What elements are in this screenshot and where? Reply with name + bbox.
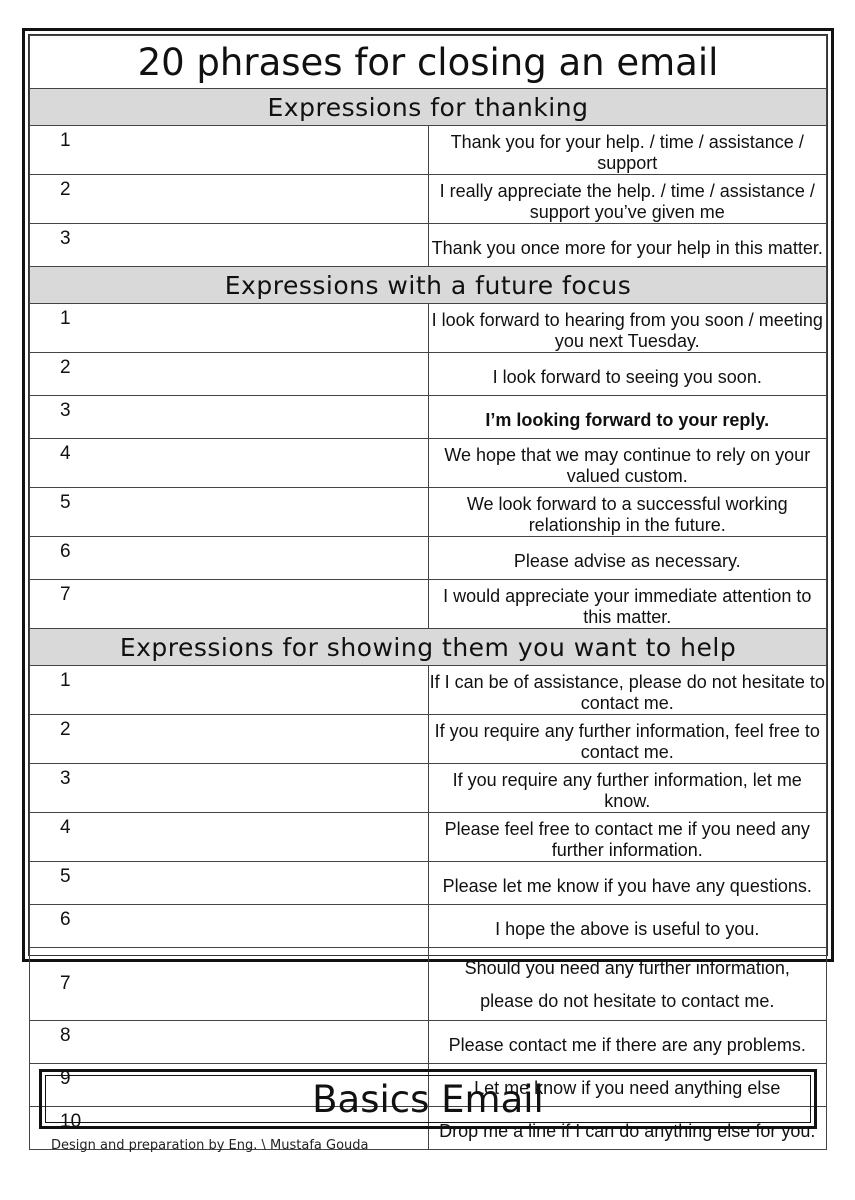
footer-banner-box bbox=[39, 1069, 817, 1129]
phrase-text: I look forward to hearing from you soon / meeting you next Tuesday. bbox=[428, 304, 827, 353]
table-row bbox=[30, 488, 827, 537]
phrase-text: Please contact me if there are any problems. bbox=[428, 1021, 827, 1064]
row-number: 3 bbox=[30, 396, 429, 439]
phrase-text: I really appreciate the help. / time / assistance / support you’ve given me bbox=[428, 175, 827, 224]
table-row bbox=[30, 862, 827, 905]
table-row bbox=[30, 439, 827, 488]
row-number: 10 bbox=[30, 1107, 429, 1150]
phrase-text: If you require any further information, let me know. bbox=[428, 764, 827, 813]
phrases-table bbox=[29, 35, 827, 1150]
section-heading-thanking: Expressions for thanking bbox=[30, 89, 827, 126]
row-number: 5 bbox=[30, 488, 429, 537]
row-number: 2 bbox=[30, 175, 429, 224]
phrase-text: I would appreciate your immediate attention to this matter. bbox=[428, 580, 827, 629]
phrase-text: Please advise as necessary. bbox=[428, 537, 827, 580]
table-row bbox=[30, 715, 827, 764]
row-number: 2 bbox=[30, 353, 429, 396]
phrase-text: Thank you once more for your help in this matter. bbox=[428, 224, 827, 267]
phrase-text: I look forward to seeing you soon. bbox=[428, 353, 827, 396]
table-row bbox=[30, 813, 827, 862]
row-number: 2 bbox=[30, 715, 429, 764]
table-row bbox=[30, 666, 827, 715]
row-number: 6 bbox=[30, 905, 429, 948]
section-heading-future-focus: Expressions with a future focus bbox=[30, 267, 827, 304]
phrase-text: Drop me a line if I can do anything else for you. bbox=[428, 1107, 827, 1150]
table-row bbox=[30, 948, 827, 1021]
row-number: 4 bbox=[30, 813, 429, 862]
row-number: 7 bbox=[30, 580, 429, 629]
row-number: 6 bbox=[30, 537, 429, 580]
section-header-row bbox=[30, 89, 827, 126]
phrase-text: Thank you for your help. / time / assistance / support bbox=[428, 126, 827, 175]
phrase-text: Should you need any further information, please do not hesitate to contact me. bbox=[428, 948, 827, 1021]
table-row bbox=[30, 353, 827, 396]
table-row bbox=[30, 537, 827, 580]
page-title: 20 phrases for closing an email bbox=[30, 36, 827, 89]
section-header-row bbox=[30, 629, 827, 666]
phrase-text: I hope the above is useful to you. bbox=[428, 905, 827, 948]
phrase-text: We look forward to a successful working relationship in the future. bbox=[428, 488, 827, 537]
table-row bbox=[30, 126, 827, 175]
table-row bbox=[30, 304, 827, 353]
phrase-text: Please let me know if you have any questions. bbox=[428, 862, 827, 905]
row-number: 7 bbox=[30, 948, 429, 1021]
phrase-text: We hope that we may continue to rely on your valued custom. bbox=[428, 439, 827, 488]
credit-line: Design and preparation by Eng. \ Mustafa Gouda bbox=[51, 1138, 369, 1153]
phrase-text: Let me know if you need anything else bbox=[428, 1064, 827, 1107]
row-number: 1 bbox=[30, 666, 429, 715]
phrase-text: If you require any further information, feel free to contact me. bbox=[428, 715, 827, 764]
row-number: 5 bbox=[30, 862, 429, 905]
row-number: 1 bbox=[30, 126, 429, 175]
table-row bbox=[30, 905, 827, 948]
table-row bbox=[30, 396, 827, 439]
footer-banner: Basics Email bbox=[45, 1075, 811, 1123]
row-number: 4 bbox=[30, 439, 429, 488]
row-number: 3 bbox=[30, 224, 429, 267]
phrase-text: Please feel free to contact me if you need any further information. bbox=[428, 813, 827, 862]
title-row bbox=[30, 36, 827, 89]
section-heading-want-to-help: Expressions for showing them you want to help bbox=[30, 629, 827, 666]
table-row bbox=[30, 580, 827, 629]
row-number: 1 bbox=[30, 304, 429, 353]
row-number: 9 bbox=[30, 1064, 429, 1107]
row-number: 8 bbox=[30, 1021, 429, 1064]
table-row bbox=[30, 224, 827, 267]
table-row bbox=[30, 1021, 827, 1064]
phrase-text: If I can be of assistance, please do not hesitate to contact me. bbox=[428, 666, 827, 715]
table-row bbox=[30, 175, 827, 224]
section-header-row bbox=[30, 267, 827, 304]
row-number: 3 bbox=[30, 764, 429, 813]
phrase-text: I’m looking forward to your reply. bbox=[428, 396, 827, 439]
table-row bbox=[30, 764, 827, 813]
